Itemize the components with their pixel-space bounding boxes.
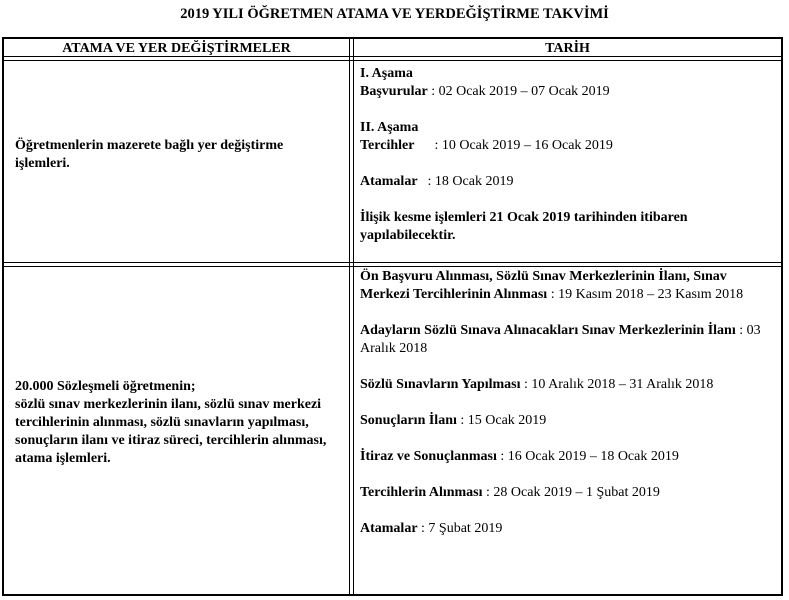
header-left: ATAMA VE YER DEĞİŞTİRMELER	[62, 41, 291, 56]
schedule-item: Adayların Sözlü Sınava Alınacakları Sınav Merkezlerinin İlanı : 03 Aralık 2018	[360, 323, 761, 356]
schedule-item: Sözlü Sınavların Yapılması : 10 Aralık 2018 – 31 Aralık 2018	[360, 377, 714, 392]
page-title: 2019 YILI ÖĞRETMEN ATAMA VE YERDEĞİŞTİRME TAKVİMİ	[180, 6, 609, 22]
stage1-label: Başvurular	[360, 84, 428, 99]
header-right: TARİH	[545, 41, 590, 56]
release-note: İlişik kesme işlemleri 21 Ocak 2019 tarihinden itibaren yapılabilecektir.	[360, 210, 688, 243]
stage1-title: I. Aşama	[360, 66, 413, 81]
schedule-item: Ön Başvuru Alınması, Sözlü Sınav Merkezlerinin İlanı, Sınav Merkezi Tercihlerinin Alınması : 19 Kasım 2018 – 23 Kasım 2018	[360, 269, 744, 302]
row2-detail: sözlü sınav merkezlerinin ilanı, sözlü sınav merkezi tercihlerinin alınması, sözlü sınavların yapılması, sonuçların ilanı ve itiraz süreci, tercihlerin alınması, atama işlemleri.	[15, 397, 327, 466]
schedule-item: Tercihlerin Alınması : 28 Ocak 2019 – 1 Şubat 2019	[360, 485, 660, 500]
stage2-label: Tercihler	[360, 138, 415, 153]
row2-dates	[360, 268, 765, 538]
row1-description: Öğretmenlerin mazerete bağlı yer değiştirme işlemleri.	[15, 138, 284, 171]
row1-dates	[360, 65, 760, 245]
schedule-item: İtiraz ve Sonuçlanması : 16 Ocak 2019 – 18 Ocak 2019	[360, 449, 679, 464]
row2-title: 20.000 Sözleşmeli öğretmenin;	[15, 379, 196, 394]
schedule-item: Sonuçların İlanı : 15 Ocak 2019	[360, 413, 547, 428]
stage1-value: : 02 Ocak 2019 – 07 Ocak 2019	[431, 84, 610, 99]
stage2-title: II. Aşama	[360, 120, 419, 135]
column-divider	[349, 37, 354, 596]
row2-description	[15, 378, 340, 468]
schedule-item: Atamalar : 7 Şubat 2019	[360, 521, 503, 536]
stage2-value: : 10 Ocak 2019 – 16 Ocak 2019	[434, 138, 613, 153]
atama-value: : 18 Ocak 2019	[427, 174, 514, 189]
atama-label: Atamalar	[360, 174, 418, 189]
row-divider	[2, 262, 783, 267]
